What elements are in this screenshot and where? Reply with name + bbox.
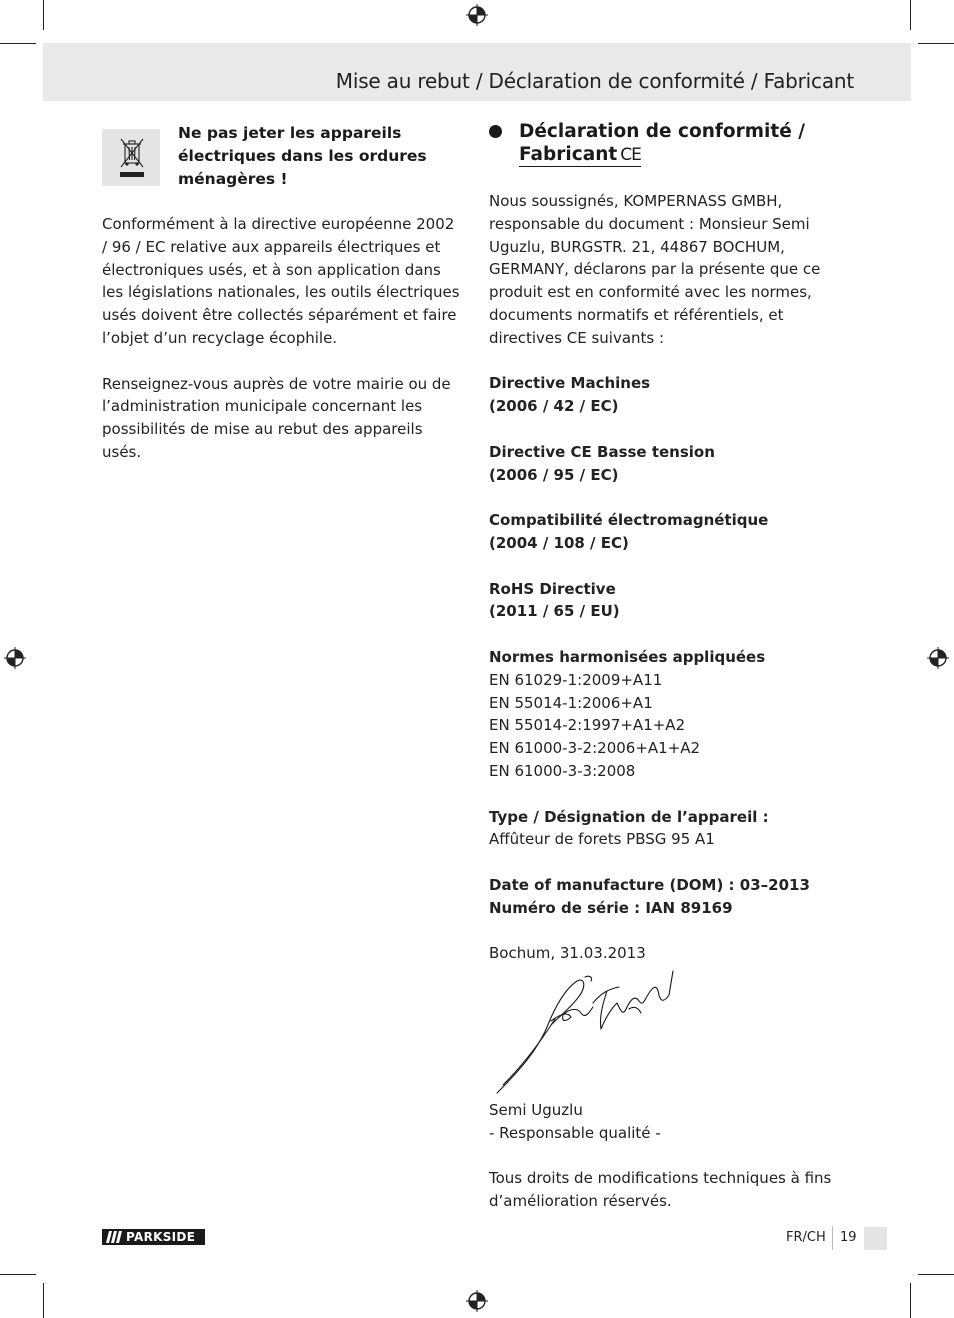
rights-note: Tous droits de modifications techniques à fins d’amélioration réservés.	[489, 1169, 832, 1211]
directive-name: RoHS Directive	[489, 579, 616, 598]
page-number: 19	[840, 1230, 857, 1245]
registration-mark-icon	[927, 647, 949, 669]
brand-name: PARKSIDE	[126, 1230, 196, 1244]
crop-mark	[918, 43, 954, 44]
manufacture-date: Date of manufacture (DOM) : 03–2013	[489, 875, 810, 894]
language-code: FR/CH	[786, 1230, 826, 1245]
page-title: Mise au rebut / Déclaration de conformité / Fabricant	[335, 69, 854, 93]
standard-item: EN 61000-3-3:2008	[489, 761, 636, 780]
type-heading: Type / Désignation de l’appareil :	[489, 807, 769, 826]
page-tab	[864, 1227, 887, 1250]
place-date: Bochum, 31.03.2013	[489, 944, 646, 963]
signature-image	[489, 965, 679, 1099]
directive-item	[489, 441, 859, 487]
heading-line: Fabricant	[519, 144, 618, 165]
directive-code: (2004 / 108 / EC)	[489, 533, 629, 552]
directive-code: (2006 / 95 / EC)	[489, 465, 619, 484]
brand-logo	[102, 1229, 205, 1245]
standard-item: EN 61000-3-2:2006+A1+A2	[489, 739, 701, 758]
crop-mark	[43, 1283, 44, 1318]
directive-item	[489, 509, 859, 555]
weee-symbol	[102, 129, 160, 186]
signer-name: Semi Uguzlu	[489, 1101, 583, 1120]
heading-underlined	[519, 144, 641, 167]
directive-item	[489, 372, 859, 418]
bullet-icon	[489, 125, 502, 138]
weee-heading: Ne pas jeter les appareils électriques dans les ordures ménagères !	[178, 124, 427, 188]
directive-name: Directive Machines	[489, 374, 651, 393]
declaration-intro: Nous soussignés, KOMPERNASS GMBH, responsable du document : Monsieur Semi Uguzlu, BURGSTR. 21, 44867 BOCHUM, GERMANY, déclarons par la présente que ce produit est en conformité avec les normes, documents normatifs et référentiels, et directives CE suivants :	[489, 192, 821, 347]
standard-item: EN 61029-1:2009+A11	[489, 670, 663, 689]
disposal-paragraph: Conformément à la directive européenne 2002 / 96 / EC relative aux appareils électriques et électroniques usés, et à son application dans les législations nationales, les outils électriques usés doivent être collectés séparément et faire l’objet d’un recyclage écophile.	[102, 215, 460, 347]
crop-mark	[918, 1274, 954, 1275]
directive-item	[489, 578, 859, 624]
directive-name: Compatibilité électromagnétique	[489, 511, 769, 530]
conformity-section	[489, 120, 859, 1213]
heading-line: Déclaration de conformité /	[519, 121, 805, 142]
crop-mark	[0, 43, 36, 44]
standard-item: EN 55014-2:1997+A1+A2	[489, 716, 686, 735]
registration-mark-icon	[4, 647, 26, 669]
directive-code: (2011 / 65 / EU)	[489, 602, 620, 621]
crop-mark	[910, 0, 911, 30]
brand-stripes-icon	[102, 1229, 126, 1245]
registration-mark-icon	[466, 1290, 488, 1312]
type-value: Affûteur de forets PBSG 95 A1	[489, 830, 715, 849]
crop-mark	[43, 0, 44, 30]
section-heading	[489, 120, 859, 167]
standard-item: EN 55014-1:2006+A1	[489, 693, 653, 712]
registration-mark-icon	[466, 4, 488, 26]
ce-mark: CE	[620, 145, 641, 165]
page-header	[43, 43, 911, 101]
directive-name: Directive CE Basse tension	[489, 442, 715, 461]
standards-heading: Normes harmonisées appliquées	[489, 647, 766, 666]
crop-mark	[910, 1283, 911, 1318]
disposal-paragraph: Renseignez-vous auprès de votre mairie ou de l’administration municipale concernant les possibilités de mise au rebut des appareils usés.	[102, 374, 451, 461]
signer-role: - Responsable qualité -	[489, 1123, 661, 1142]
disposal-section	[102, 122, 464, 464]
crossed-out-bin-icon	[102, 129, 160, 186]
footer-divider	[832, 1226, 833, 1250]
directive-code: (2006 / 42 / EC)	[489, 397, 619, 416]
crop-mark	[0, 1274, 36, 1275]
serial-number: Numéro de série : IAN 89169	[489, 898, 733, 917]
